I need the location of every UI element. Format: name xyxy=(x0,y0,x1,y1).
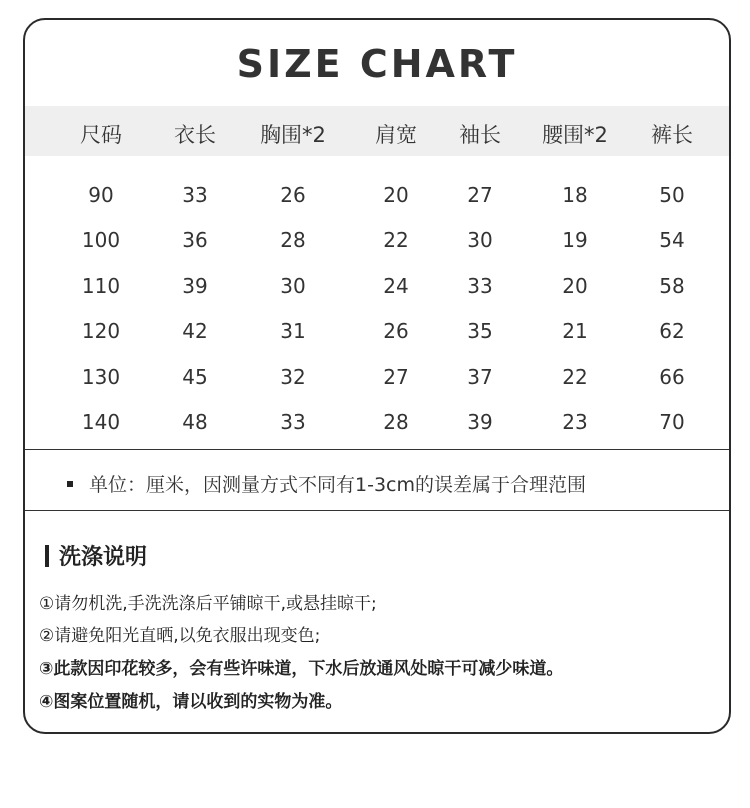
table-cell: 18 xyxy=(562,183,588,207)
table-cell: 23 xyxy=(562,410,588,434)
bullet-icon xyxy=(67,481,73,487)
table-cell: 21 xyxy=(562,319,588,343)
table-cell: 28 xyxy=(383,410,409,434)
table-cell: 27 xyxy=(467,183,493,207)
table-cell: 36 xyxy=(182,228,208,252)
wash-item-2: ②请避免阳光直晒,以免衣服出现变色; xyxy=(39,626,321,646)
section-divider xyxy=(25,510,729,511)
table-cell: 31 xyxy=(280,319,306,343)
size-chart-card xyxy=(23,18,731,734)
table-cell: 39 xyxy=(467,410,493,434)
title-bar-icon xyxy=(45,545,49,567)
table-cell: 100 xyxy=(81,228,121,252)
table-cell: 130 xyxy=(81,365,121,389)
table-cell: 110 xyxy=(81,274,121,298)
wash-title xyxy=(45,540,147,571)
wash-item-3: ③此款因印花较多，会有些许味道，下水后放通风处晾干可减少味道。 xyxy=(39,659,564,679)
table-cell: 66 xyxy=(659,365,685,389)
unit-note xyxy=(67,470,586,497)
table-header-cell: 衣长 xyxy=(174,123,216,147)
unit-note-text: 单位：厘米，因测量方式不同有1-3cm的误差属于合理范围 xyxy=(89,474,586,496)
wash-item-4: ④图案位置随机，请以收到的实物为准。 xyxy=(39,692,343,712)
table-divider xyxy=(25,449,729,450)
table-cell: 33 xyxy=(467,274,493,298)
table-cell: 33 xyxy=(182,183,208,207)
table-cell: 32 xyxy=(280,365,306,389)
wash-title-text: 洗涤说明 xyxy=(59,545,148,570)
table-cell: 20 xyxy=(562,274,588,298)
wash-item-1: ①请勿机洗,手洗洗涤后平铺晾干,或悬挂晾干; xyxy=(39,594,377,614)
table-header-cell: 裤长 xyxy=(651,123,693,147)
table-cell: 58 xyxy=(659,274,685,298)
table-cell: 70 xyxy=(659,410,685,434)
table-header-cell: 尺码 xyxy=(80,123,122,147)
table-cell: 30 xyxy=(467,228,493,252)
table-cell: 120 xyxy=(81,319,121,343)
table-cell: 26 xyxy=(383,319,409,343)
table-cell: 42 xyxy=(182,319,208,343)
table-cell: 20 xyxy=(383,183,409,207)
table-header-cell: 腰围*2 xyxy=(542,123,608,147)
table-cell: 26 xyxy=(280,183,306,207)
table-cell: 22 xyxy=(562,365,588,389)
table-cell: 35 xyxy=(467,319,493,343)
table-cell: 24 xyxy=(383,274,409,298)
table-cell: 48 xyxy=(182,410,208,434)
table-cell: 39 xyxy=(182,274,208,298)
table-cell: 62 xyxy=(659,319,685,343)
table-cell: 45 xyxy=(182,365,208,389)
table-cell: 140 xyxy=(81,410,121,434)
table-cell: 37 xyxy=(467,365,493,389)
table-cell: 33 xyxy=(280,410,306,434)
table-cell: 19 xyxy=(562,228,588,252)
table-header-cell: 袖长 xyxy=(459,123,501,147)
table-cell: 54 xyxy=(659,228,685,252)
table-cell: 90 xyxy=(88,183,114,207)
table-cell: 50 xyxy=(659,183,685,207)
table-cell: 27 xyxy=(383,365,409,389)
table-cell: 22 xyxy=(383,228,409,252)
table-header-cell: 胸围*2 xyxy=(260,123,326,147)
table-cell: 30 xyxy=(280,274,306,298)
chart-title: SIZE CHART xyxy=(236,42,518,86)
table-header-cell: 肩宽 xyxy=(375,123,417,147)
table-cell: 28 xyxy=(280,228,306,252)
